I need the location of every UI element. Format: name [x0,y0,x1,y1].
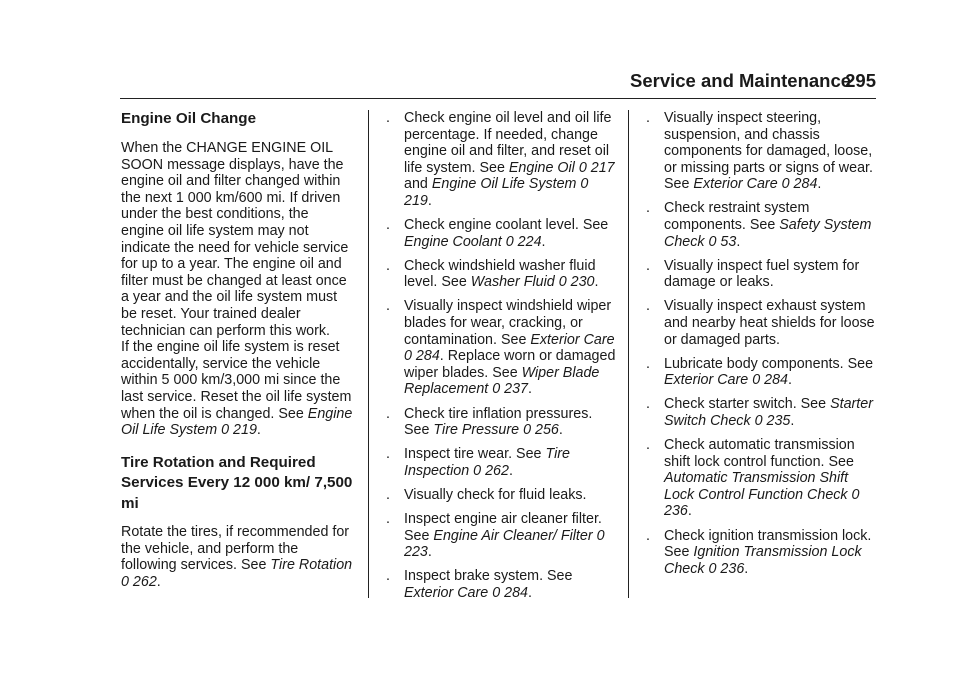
bullet-marker: . [386,298,390,315]
list-item [646,298,878,348]
cross-reference: Washer Fluid [470,274,555,291]
text-run: Visually inspect steering, suspension, and chassis components for damaged, loose, or missing parts or signs of wear. See [664,110,873,193]
cross-reference: 0 235 [750,413,791,429]
cross-reference: 0 219 [217,422,257,439]
text-run: . [817,176,822,193]
bullet-marker: . [386,257,390,274]
cross-reference: Exterior Care [530,331,615,348]
paragraph-tire-rotation [121,524,355,590]
cross-reference: 0 223 [404,527,605,561]
text-run: . [256,422,261,439]
text-run: Rotate the tires, if recommended for the vehicle, and perform the following services. See [121,524,350,574]
bullet-marker: . [646,527,650,544]
column-divider [368,110,369,598]
list-item [386,298,618,398]
text-run: . [790,413,795,429]
cross-reference: 0 262 [121,573,157,590]
bullet-marker: . [386,446,390,463]
bullet-marker: . [646,257,650,274]
text-run: . [558,422,563,439]
text-run: When the CHANGE ENGINE OIL SOON message displays, have the engine oil and filter changed within the next 1 000 km/600 mi. If driven under the best conditions, the engine oil life system may not indicate the need for vehicle service for up to a year. The engine oil and filter must be changed at least once a year and the oil life system must be reset. Your trained dealer technician can perform this work. [121,140,349,339]
text-run: Visually inspect exhaust system and nearby heat shields for loose or damaged parts. [664,298,875,348]
running-header [630,70,876,92]
text-run: . [541,233,546,250]
text-run: Check starter switch. See [664,396,831,413]
header-rule [120,98,876,99]
bullet-marker: . [646,200,650,217]
text-run: Visually inspect fuel system for damage or leaks. [664,257,860,291]
text-run: Check engine oil level and oil life percentage. If needed, change engine oil and filter, and reset oil life system. See [404,110,612,176]
cross-reference: Ignition Transmission Lock Check [664,544,862,577]
column-3 [646,110,878,585]
bullet-marker: . [386,405,390,422]
paragraph-oil-reset [121,339,355,439]
paragraph-oil-change [121,140,355,339]
cross-reference: 0 236 [704,560,745,577]
list-item [646,258,878,291]
cross-reference: Exterior Care [693,176,778,193]
cross-reference: Tire Pressure [433,422,520,439]
cross-reference: Engine Oil Life System [121,405,353,439]
text-run: Inspect brake system. See [404,568,573,585]
cross-reference: 0 256 [519,422,559,439]
cross-reference: Exterior Care [404,584,489,601]
bullet-marker: . [646,396,650,413]
list-item [646,200,878,250]
text-run: Inspect tire wear. See [404,446,546,463]
list-item [386,446,618,479]
text-run: Check ignition transmission lock. See [664,527,872,561]
service-checklist-b [646,110,878,577]
text-run: Check engine coolant level. See [404,217,609,234]
text-run: . [156,573,161,590]
text-run: Check tire inflation pressures. See [404,405,593,439]
text-run: . [744,560,749,577]
list-item [646,437,878,520]
section-title: Service and Maintenance [630,70,852,91]
list-item [646,356,878,389]
list-item [386,568,618,601]
list-item [386,511,618,561]
cross-reference: Exterior Care [664,372,749,389]
column-1 [121,110,355,591]
bullet-marker: . [386,510,390,527]
bullet-marker: . [386,110,390,126]
cross-reference: 0 284 [777,176,818,193]
text-run: . [427,192,432,209]
cross-reference: 0 219 [404,176,589,209]
cross-reference: Automatic Transmission Shift Lock Control Function Check [664,470,849,503]
text-run: If the engine oil life system is reset accidentally, service the vehicle within 5 000 km/3,000 mi since the last service. Reset the oil life system when the oil is changed. See [121,339,352,422]
cross-reference: 0 284 [748,372,788,389]
cross-reference: 0 217 [574,159,615,176]
bullet-marker: . [386,217,390,234]
cross-reference: Wiper Blade Replacement [404,364,600,398]
cross-reference: Starter Switch Check [664,396,873,429]
text-run: . [736,233,741,250]
text-run: Lubricate body components. See [664,355,874,372]
bullet-marker: . [386,486,390,503]
text-run: . [528,381,532,398]
list-item [386,217,618,250]
list-item [646,110,878,193]
text-run: Visually inspect windshield wiper blades for wear, cracking, or contamination. See [404,298,612,348]
text-run: . [787,372,792,389]
list-item [646,528,878,578]
bullet-marker: . [646,298,650,315]
bullet-marker: . [646,355,650,372]
text-run: Check windshield washer fluid level. See [404,257,596,291]
cross-reference: 0 236 [664,486,860,520]
text-run: Inspect engine air cleaner filter. See [404,510,602,544]
cross-reference: 0 284 [488,584,528,601]
cross-reference: Engine Oil Life System [431,176,577,193]
list-item [386,110,618,210]
cross-reference: Tire Inspection [404,446,570,479]
text-run: . [527,584,532,601]
list-item [386,406,618,439]
cross-reference: Engine Oil [508,159,575,176]
cross-reference: Engine Air Cleaner/ Filter [433,527,593,544]
text-run: and [404,176,432,193]
cross-reference: 0 230 [554,274,595,291]
text-run: . [594,274,599,291]
cross-reference: Safety System Check [664,217,872,250]
cross-reference: 0 262 [469,462,509,479]
text-run: . Replace worn or damaged wiper blades. See [404,348,616,381]
column-2 [386,110,618,609]
bullet-marker: . [646,437,650,454]
text-run: . [427,544,432,561]
text-run: . [687,503,692,520]
list-item [386,487,618,504]
cross-reference: 0 53 [704,233,737,250]
text-run: Check automatic transmission shift lock control function. See [664,437,855,470]
text-run: . [508,462,513,479]
cross-reference: 0 224 [501,233,542,250]
cross-reference: 0 284 [404,348,440,365]
heading-engine-oil-change: Engine Oil Change [121,110,257,127]
service-checklist-a [386,110,618,601]
heading-tire-rotation: Tire Rotation and Required Services Every 12 000 km/ 7,500 mi [121,453,353,512]
bullet-marker: . [386,568,390,585]
cross-reference: Tire Rotation [270,557,353,574]
text-run: Check restraint system components. See [664,200,810,234]
page-number: 295 [845,70,876,91]
list-item [646,396,878,429]
list-item [386,258,618,291]
text-run: Visually check for fluid leaks. [404,486,587,503]
cross-reference: Engine Coolant [404,233,502,250]
bullet-marker: . [646,110,650,126]
cross-reference: 0 237 [488,381,528,398]
column-divider [628,110,629,598]
